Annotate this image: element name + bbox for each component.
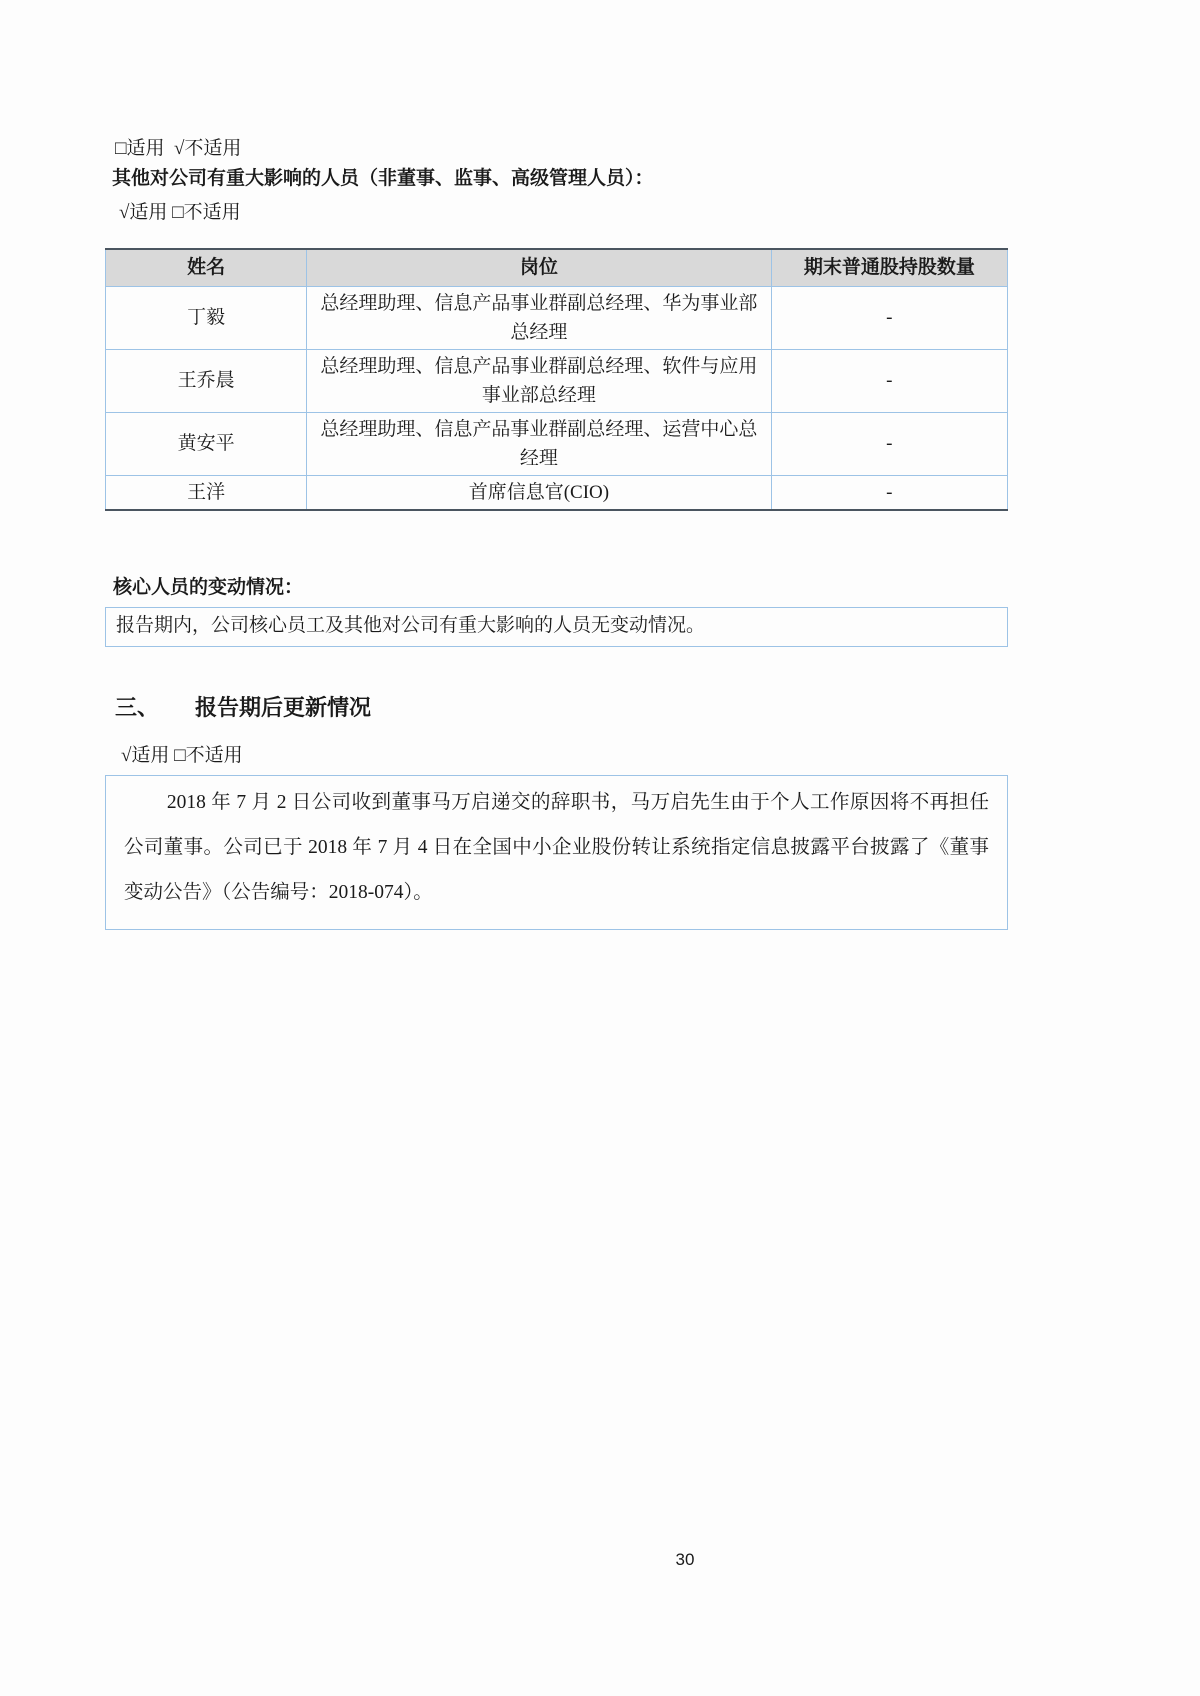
page-number: 30 <box>675 1550 695 1569</box>
table-row <box>106 412 1008 475</box>
col-header-name: 姓名 <box>106 249 307 286</box>
section-title: 报告期后更新情况 <box>195 694 372 720</box>
cell-shares: - <box>771 349 1007 412</box>
section-number: 三、 <box>115 694 160 720</box>
core-personnel-changes-box <box>105 607 1008 647</box>
cell-position: 总经理助理、信息产品事业群副总经理、华为事业部总经理 <box>307 286 772 349</box>
cell-shares: - <box>771 475 1007 510</box>
table-header-row <box>106 249 1008 286</box>
cell-name: 丁毅 <box>106 286 307 349</box>
other-personnel-heading: 其他对公司有重大影响的人员（非董事、监事、高级管理人员）： <box>112 168 654 189</box>
applicability-line-not-applicable: □适用 √不适用 <box>115 138 242 159</box>
post-period-applicability-line: √适用 □不适用 <box>121 744 243 766</box>
cell-position: 总经理助理、信息产品事业群副总经理、软件与应用事业部总经理 <box>307 349 772 412</box>
cell-position: 首席信息官(CIO) <box>307 475 772 510</box>
post-period-section-heading <box>105 693 1008 723</box>
cell-shares: - <box>771 286 1007 349</box>
personnel-table <box>105 248 1008 511</box>
post-period-content-box <box>105 775 1008 930</box>
cell-position: 总经理助理、信息产品事业群副总经理、运营中心总经理 <box>307 412 772 475</box>
core-personnel-changes-heading: 核心人员的变动情况： <box>113 576 304 598</box>
col-header-position: 岗位 <box>307 249 772 286</box>
col-header-shares: 期末普通股持股数量 <box>771 249 1007 286</box>
cell-name: 王乔晨 <box>106 349 307 412</box>
post-period-content-text: 2018 年 7 月 2 日公司收到董事马万启递交的辞职书，马万启先生由于个人工作原因将不再担任公司董事。公司已于 2018 年 7 月 4 日在全国中小企业股份转让系统指定信息披露平台披露了《董事变动公告》（公告编号：2018-074）。 <box>124 791 989 903</box>
core-personnel-changes-text: 报告期内，公司核心员工及其他对公司有重大影响的人员无变动情况。 <box>116 614 706 636</box>
table-row <box>106 475 1008 510</box>
page-content <box>105 0 1008 930</box>
table-row <box>106 349 1008 412</box>
cell-shares: - <box>771 412 1007 475</box>
table-row <box>106 286 1008 349</box>
cell-name: 黄安平 <box>106 412 307 475</box>
cell-name: 王洋 <box>106 475 307 510</box>
applicability-line-applicable: √适用 □不适用 <box>119 202 241 223</box>
